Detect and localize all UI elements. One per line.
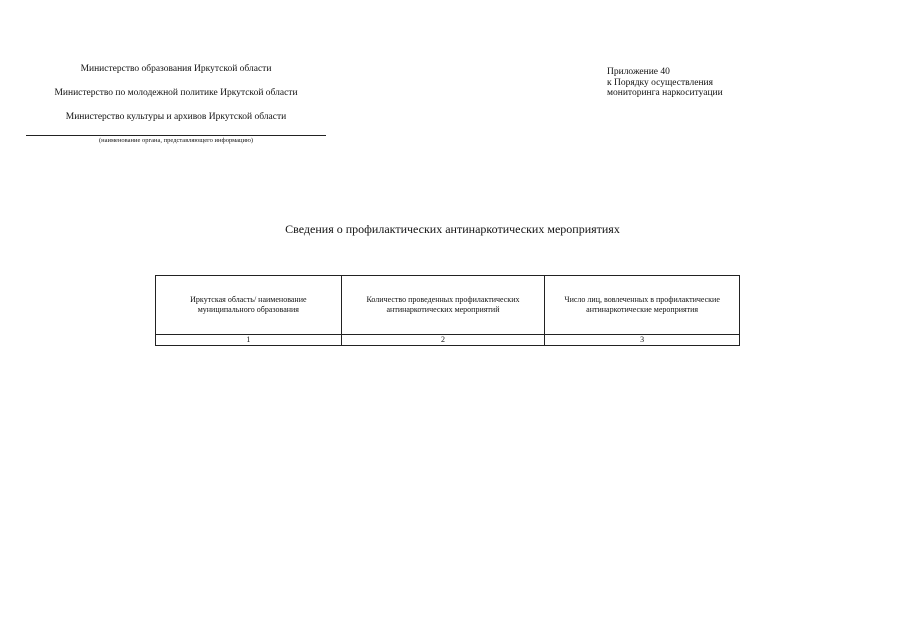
table-header-row	[156, 276, 740, 335]
document-title: Сведения о профилактических антинаркотических мероприятиях	[285, 222, 620, 236]
column-number-2: 2	[341, 335, 545, 346]
column-number-3: 3	[545, 335, 740, 346]
header-participants-count: Число лиц, вовлеченных в профилактические антинаркотические мероприятия	[545, 276, 740, 335]
org-line-education: Министерство образования Иркутской области	[80, 64, 272, 74]
header-municipality: Иркутская область/ наименование муниципального образования	[156, 276, 342, 335]
table-number-row	[156, 335, 740, 346]
header-events-count: Количество проведенных профилактических антинаркотических мероприятий	[341, 276, 545, 335]
org-underline	[26, 135, 326, 136]
appendix-note	[607, 67, 723, 99]
org-line-youth-policy: Министерство по молодежной политике Иркутской области	[54, 88, 298, 98]
report-table	[155, 275, 740, 346]
org-caption: (наименование органа, представляющего информацию)	[98, 137, 254, 144]
appendix-line-1: Приложение 40	[607, 67, 670, 77]
column-number-1: 1	[156, 335, 342, 346]
appendix-line-2: к Порядку осуществления	[607, 77, 713, 88]
org-line-culture: Министерство культуры и архивов Иркутской области	[65, 112, 287, 122]
appendix-line-3: мониторинга наркоситуации	[607, 88, 723, 98]
